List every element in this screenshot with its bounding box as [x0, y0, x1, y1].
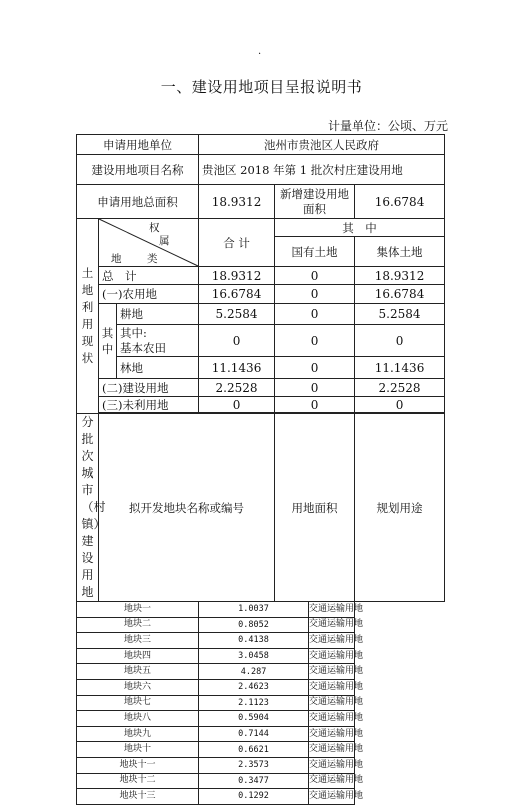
row-state: 0 [275, 397, 355, 413]
table-row [77, 711, 445, 727]
table-row [77, 726, 445, 742]
applicant-label: 申请用地单位 [77, 135, 199, 155]
parcel-name-header: 拟开发地块名称或编号 [99, 414, 275, 602]
row-label: 耕地 [117, 304, 199, 325]
table-row [77, 742, 445, 758]
parcel-name: 地块六 [77, 679, 199, 695]
applicant-value: 池州市贵池区人民政府 [199, 135, 445, 155]
table-row [77, 617, 445, 633]
parcel-use: 交通运输用地 [309, 773, 355, 789]
row-state: 0 [275, 359, 355, 379]
among-header: 其 中 [275, 219, 445, 237]
state-column-header: 国有土地 [275, 237, 355, 267]
land-use-table [76, 134, 445, 805]
table-row [77, 679, 445, 695]
parcel-area: 0.7144 [199, 726, 309, 742]
parcels-header-row [77, 414, 445, 602]
table-row [77, 633, 445, 649]
diag-shu: 属 [159, 235, 170, 247]
sub-qizhong-label: 其中 [99, 304, 117, 379]
status-forest-row [77, 359, 445, 379]
status-construction-row [77, 379, 445, 397]
parcel-area: 2.4623 [199, 679, 309, 695]
parcel-name: 地块九 [77, 726, 199, 742]
total-area-row [77, 185, 445, 219]
row-total: 2.2528 [199, 379, 275, 397]
parcel-use: 交通运输用地 [309, 648, 355, 664]
parcel-use: 交通运输用地 [309, 633, 355, 649]
parcels-side-label: 分批次城市（村镇）建设用地 [77, 414, 99, 602]
project-value: 贵池区 2018 年第 1 批次村庄建设用地 [199, 155, 445, 185]
project-label: 建设用地项目名称 [77, 155, 199, 185]
row-collective: 5.2584 [355, 304, 445, 325]
parcel-use: 交通运输用地 [309, 679, 355, 695]
table-row [77, 648, 445, 664]
parcel-use: 交通运输用地 [309, 664, 355, 680]
row-collective: 18.9312 [355, 267, 445, 285]
table-row [77, 757, 445, 773]
parcel-name: 地块十一 [77, 757, 199, 773]
parcel-use: 交通运输用地 [309, 617, 355, 633]
row-label: 林地 [117, 359, 199, 379]
row-label: (二)建设用地 [99, 379, 199, 397]
parcel-use: 交通运输用地 [309, 602, 355, 618]
row-collective: 2.2528 [355, 379, 445, 397]
row-total: 0 [199, 397, 275, 413]
row-collective: 0 [355, 397, 445, 413]
row-state: 0 [275, 379, 355, 397]
parcel-area: 0.6621 [199, 742, 309, 758]
parcel-name: 地块二 [77, 617, 199, 633]
total-area-value: 18.9312 [199, 185, 275, 219]
row-state: 0 [275, 285, 355, 304]
row-label: 总 计 [99, 267, 199, 285]
status-arable-row [77, 304, 445, 325]
row-collective: 16.6784 [355, 285, 445, 304]
row-collective: 11.1436 [355, 359, 445, 379]
new-area-label: 新增建设用地面积 [275, 185, 355, 219]
parcel-area: 2.3573 [199, 757, 309, 773]
document-title: 一、建设用地项目呈报说明书 [160, 78, 363, 96]
collective-column-header: 集体土地 [355, 237, 445, 267]
applicant-row [77, 135, 445, 155]
table-row [77, 789, 445, 805]
parcel-use: 交通运输用地 [309, 695, 355, 711]
parcel-use: 交通运输用地 [309, 711, 355, 727]
total-area-label: 申请用地总面积 [77, 185, 199, 219]
diag-lei: 类 [147, 253, 158, 265]
row-total: 18.9312 [199, 267, 275, 285]
parcel-name: 地块一 [77, 602, 199, 618]
parcel-name: 地块十二 [77, 773, 199, 789]
row-total: 5.2584 [199, 304, 275, 325]
parcel-area: 1.0037 [199, 602, 309, 618]
parcel-area: 2.1123 [199, 695, 309, 711]
row-state: 0 [275, 325, 355, 357]
parcel-area: 0.5904 [199, 711, 309, 727]
parcel-name: 地块十 [77, 742, 199, 758]
parcel-area: 0.1292 [199, 789, 309, 805]
parcel-area: 0.4138 [199, 633, 309, 649]
parcel-name: 地块五 [77, 664, 199, 680]
parcel-name: 地块四 [77, 648, 199, 664]
parcel-use: 交通运输用地 [309, 742, 355, 758]
parcel-use: 交通运输用地 [309, 757, 355, 773]
parcel-use-header: 规划用途 [355, 414, 445, 602]
parcel-name: 地块八 [77, 711, 199, 727]
project-row [77, 155, 445, 185]
row-collective: 0 [355, 325, 445, 357]
parcel-name: 地块三 [77, 633, 199, 649]
parcel-area-header: 用地面积 [275, 414, 355, 602]
diag-di: 地 [111, 253, 122, 265]
parcel-use: 交通运输用地 [309, 726, 355, 742]
status-total-row [77, 267, 445, 285]
diag-quan: 权 [149, 222, 160, 234]
table-row [77, 695, 445, 711]
parcel-area: 4.287 [199, 664, 309, 680]
table-row [77, 773, 445, 789]
status-farm-row [77, 285, 445, 304]
row-state: 0 [275, 267, 355, 285]
row-total: 0 [199, 325, 275, 357]
parcel-name: 地块十三 [77, 789, 199, 805]
row-label: (三)未利用地 [99, 397, 199, 413]
table-row [77, 664, 445, 680]
unit-label: 计量单位：公顷、万元 [328, 119, 449, 133]
status-unused-row [77, 397, 445, 413]
row-total: 11.1436 [199, 359, 275, 379]
status-basic-row [77, 325, 445, 357]
parcel-name: 地块七 [77, 695, 199, 711]
parcel-area: 0.8052 [199, 617, 309, 633]
page-dot: . [258, 46, 262, 57]
diagonal-header-cell [99, 219, 199, 267]
status-side-label: 土地利用现状 [77, 219, 99, 414]
row-label: (一)农用地 [99, 285, 199, 304]
parcel-use: 交通运输用地 [309, 789, 355, 805]
row-total: 16.6784 [199, 285, 275, 304]
row-state: 0 [275, 304, 355, 325]
parcel-area: 0.3477 [199, 773, 309, 789]
table-row [77, 602, 445, 618]
status-header-row [77, 219, 445, 237]
row-label: 其中: 基本农田 [117, 325, 199, 357]
new-area-value: 16.6784 [355, 185, 445, 219]
parcel-area: 3.0458 [199, 648, 309, 664]
total-column-header: 合 计 [199, 219, 275, 267]
